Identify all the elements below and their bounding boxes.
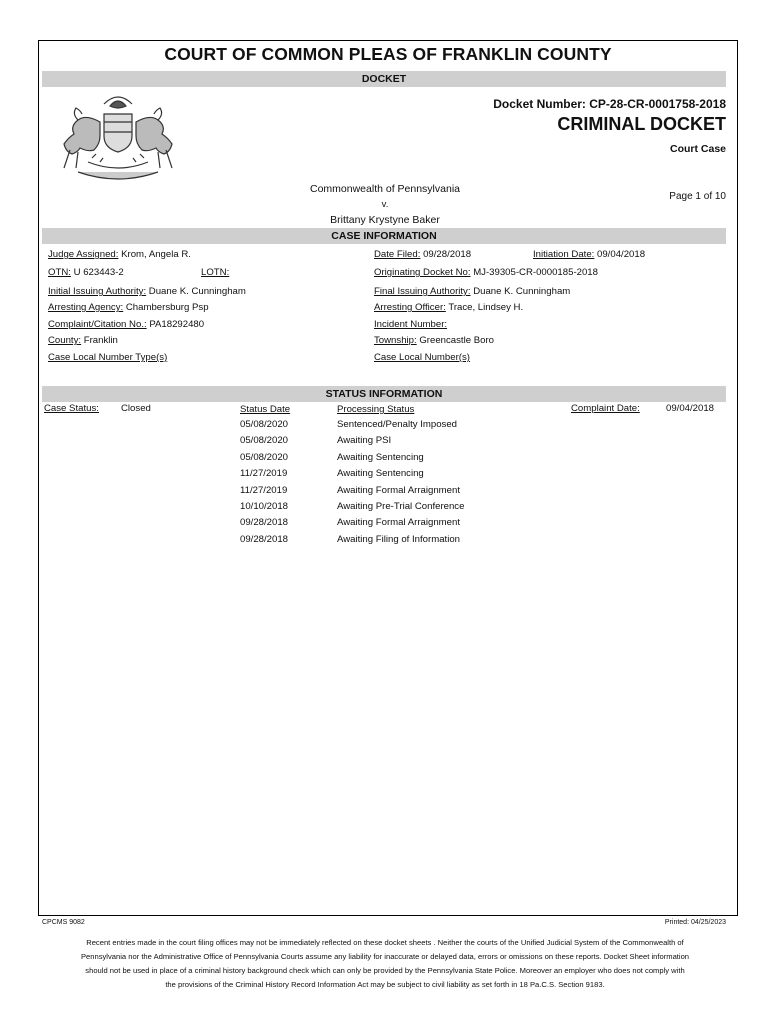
case-local-number-type-label: Case Local Number Type(s)	[48, 352, 168, 363]
complaint-citation-value: PA18292480	[149, 319, 205, 330]
status-date: 05/08/2020	[240, 451, 289, 463]
caption-plaintiff: Commonwealth of Pennsylvania	[310, 183, 460, 195]
township-label: Township:	[374, 335, 417, 346]
judge-label: Judge Assigned:	[48, 249, 119, 260]
processing-status: Awaiting Formal Arraignment	[337, 517, 460, 529]
processing-status: Awaiting Sentencing	[337, 468, 424, 480]
pennsylvania-seal-icon	[48, 92, 188, 184]
incident-number-label: Incident Number:	[374, 319, 448, 330]
initial-authority-field	[48, 286, 246, 297]
case-status-value: Closed	[121, 403, 151, 414]
lotn-label: LOTN:	[201, 267, 230, 278]
county-field	[48, 335, 118, 346]
complaint-citation-label: Complaint/Citation No.:	[48, 319, 147, 330]
complaint-date-value: 09/04/2018	[666, 403, 715, 414]
processing-status: Awaiting Sentencing	[337, 451, 424, 463]
processing-status: Sentenced/Penalty Imposed	[337, 419, 458, 430]
processing-status-header: Processing Status	[337, 404, 415, 415]
otn-field	[48, 267, 124, 278]
arresting-officer-label: Arresting Officer:	[374, 302, 446, 313]
status-date: 05/08/2020	[240, 419, 289, 430]
county-label: County:	[48, 335, 82, 346]
form-code: CPCMS 9082	[42, 919, 85, 926]
township-field	[374, 335, 494, 346]
initial-authority-label: Initial Issuing Authority:	[48, 286, 147, 297]
disclaimer-text: Recent entries made in the court filing offices may not be immediately reflected on these docket sheets . Neither the courts of the Unified Judicial System of the Commonwealth of Pennsylvania nor the Administrative Office of Pennsylvania Courts assume any liability for inaccurate or delayed data, errors or omissions on these reports. Docket Sheet information should not be used in place of a criminal history background check which can only be provided by the Pennsylvania State Police. Moreover an employer who does not comply with the provisions of the Criminal History Record Information Act may be subject to civil liability as set forth in 18 Pa.C.S. Section 9183.	[80, 938, 690, 989]
date-filed-label: Date Filed:	[374, 249, 421, 260]
court-title: COURT OF COMMON PLEAS OF FRANKLIN COUNTY	[164, 44, 612, 64]
case-local-number-label: Case Local Number(s)	[374, 352, 470, 363]
status-date: 11/27/2019	[240, 484, 288, 496]
case-information-bar: CASE INFORMATION	[42, 228, 726, 244]
arresting-agency-value: Chambersburg Psp	[125, 302, 209, 313]
final-authority-value: Duane K. Cunningham	[473, 286, 571, 297]
arresting-agency-field	[48, 302, 209, 313]
originating-docket-field	[374, 267, 598, 278]
status-date: 10/10/2018	[240, 500, 289, 512]
status-date: 09/28/2018	[240, 533, 289, 545]
processing-status-list	[337, 419, 464, 550]
otn-value: U 623443-2	[73, 267, 124, 278]
final-authority-field	[374, 286, 570, 297]
status-dates-list	[240, 419, 288, 550]
initiation-date-label: Initiation Date:	[533, 249, 595, 260]
judge-field	[48, 249, 191, 260]
printed-date: Printed: 04/25/2023	[664, 919, 726, 926]
complaint-date-label: Complaint Date:	[571, 403, 640, 414]
status-information-bar: STATUS INFORMATION	[42, 386, 726, 402]
status-date: 11/27/2019	[240, 468, 288, 480]
judge-value: Krom, Angela R.	[121, 249, 191, 260]
processing-status: Awaiting PSI	[337, 435, 392, 447]
arresting-officer-field	[374, 302, 523, 313]
page-number: Page 1 of 10	[669, 191, 726, 202]
township-value: Greencastle Boro	[419, 335, 494, 346]
complaint-citation-field	[48, 319, 204, 330]
status-date: 05/08/2020	[240, 435, 289, 447]
arresting-agency-label: Arresting Agency:	[48, 302, 124, 313]
processing-status: Awaiting Filing of Information	[337, 533, 461, 545]
date-filed-field	[374, 249, 471, 260]
initiation-date-field	[533, 249, 645, 260]
docket-type-title: CRIMINAL DOCKET	[557, 114, 726, 134]
arresting-officer-value: Trace, Lindsey H.	[448, 302, 524, 313]
status-date: 09/28/2018	[240, 517, 289, 529]
initial-authority-value: Duane K. Cunningham	[148, 286, 246, 297]
case-kind: Court Case	[669, 143, 726, 155]
originating-docket-value: MJ-39305-CR-0000185-2018	[473, 267, 598, 278]
processing-status: Awaiting Formal Arraignment	[337, 484, 460, 496]
initiation-date-value: 09/04/2018	[597, 249, 646, 260]
status-date-header: Status Date	[240, 404, 291, 415]
docket-bar: DOCKET	[42, 71, 726, 87]
date-filed-value: 09/28/2018	[423, 249, 472, 260]
caption-versus: v.	[381, 199, 389, 210]
case-status-label: Case Status:	[44, 403, 99, 414]
county-value: Franklin	[83, 335, 118, 346]
originating-docket-label: Originating Docket No:	[374, 267, 471, 278]
caption-defendant: Brittany Krystyne Baker	[330, 214, 440, 226]
final-authority-label: Final Issuing Authority:	[374, 286, 471, 297]
docket-number: Docket Number: CP-28-CR-0001758-2018	[493, 97, 726, 111]
processing-status: Awaiting Pre-Trial Conference	[337, 500, 465, 512]
otn-label: OTN:	[48, 267, 71, 278]
